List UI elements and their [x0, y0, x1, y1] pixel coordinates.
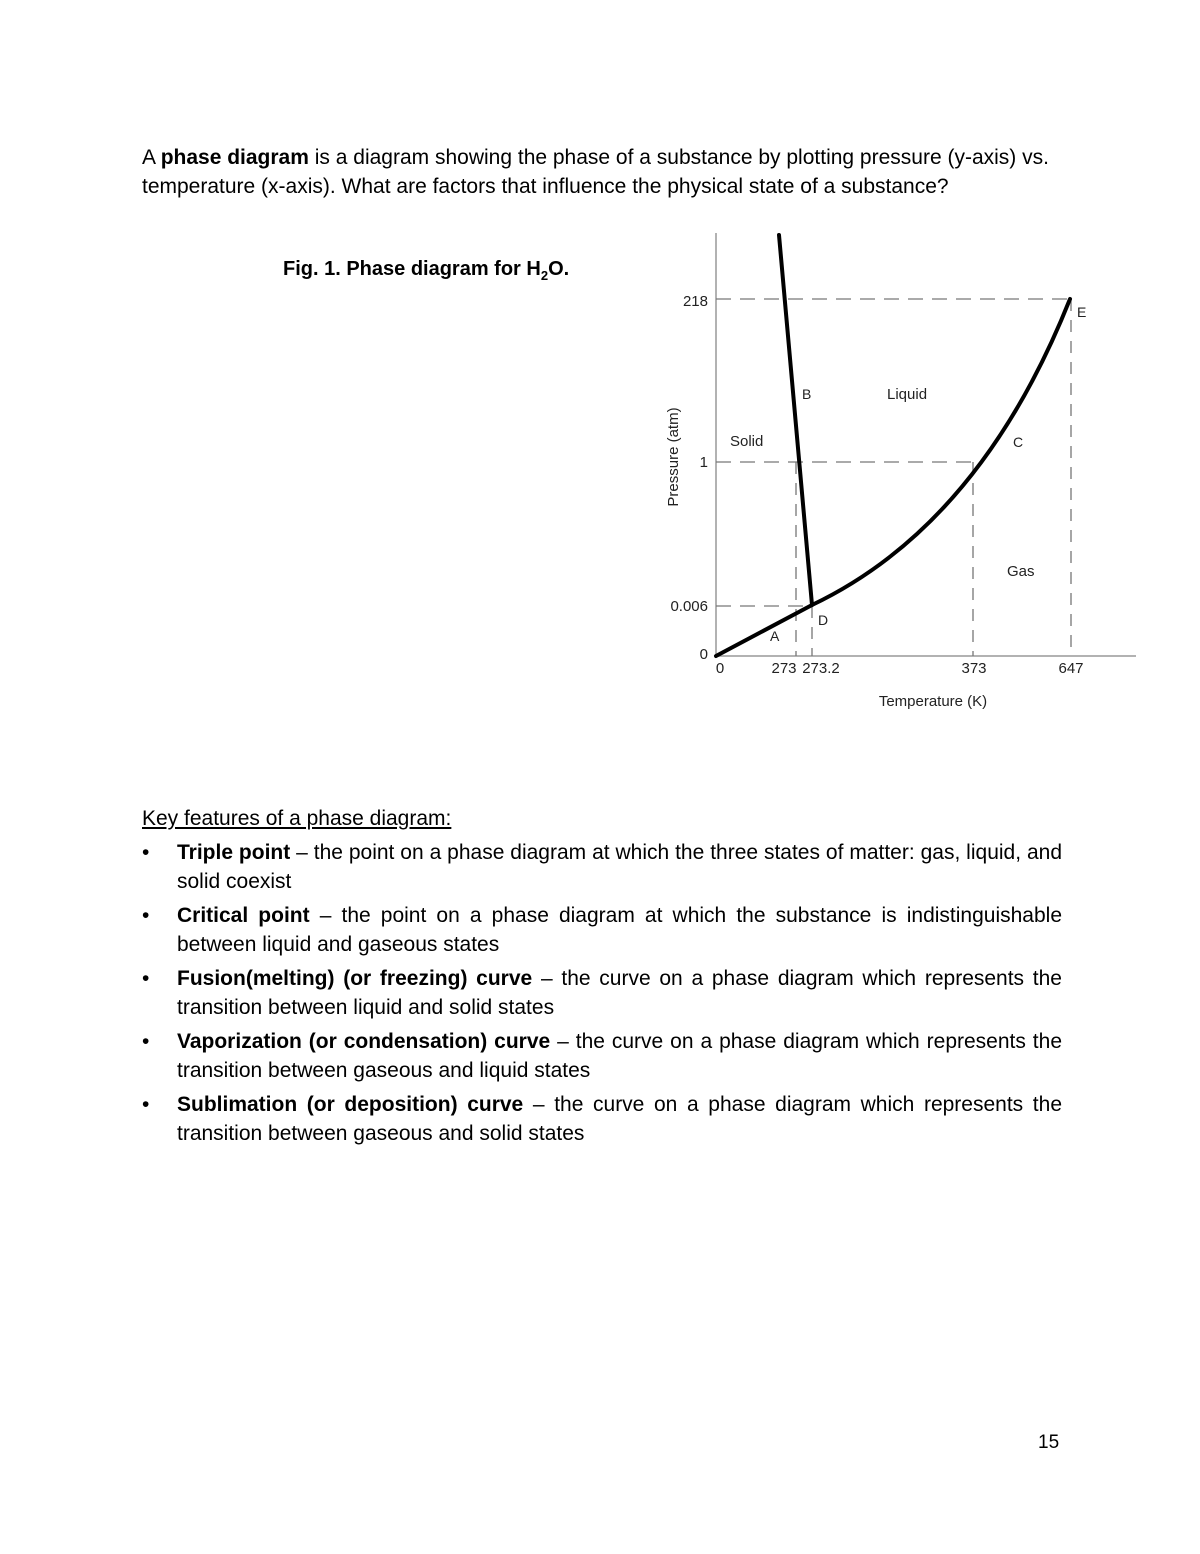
vaporization-curve	[812, 299, 1070, 605]
point-c: C	[1013, 434, 1024, 450]
intro-paragraph	[142, 143, 1102, 201]
feature-term: Vaporization (or condensation) curve	[177, 1030, 551, 1053]
figure-caption	[283, 258, 569, 283]
list-item	[142, 1028, 1062, 1085]
x-tick-373: 373	[961, 660, 987, 677]
x-tick-647: 647	[1058, 660, 1084, 677]
x-tick-273: 273	[771, 660, 797, 677]
x-axis-label: Temperature (K)	[878, 693, 988, 710]
intro-term: phase diagram	[160, 146, 309, 169]
list-item	[142, 839, 1062, 896]
caption-suffix: O.	[548, 258, 570, 280]
intro-prefix: A	[142, 146, 161, 169]
y-tick-1: 1	[699, 454, 708, 471]
feature-text: – the curve on a phase diagram which represents the transition between gaseous and solid states	[177, 1093, 1062, 1145]
y-tick-218: 218	[682, 293, 708, 310]
key-features-section	[142, 805, 1062, 1154]
y-tick-0-006: 0.006	[670, 598, 708, 615]
x-tick-0: 0	[715, 660, 725, 677]
feature-text: – the point on a phase diagram at which the three states of matter: gas, liquid, and solid coexist	[177, 841, 1063, 893]
region-liquid: Liquid	[887, 386, 928, 403]
bullet-icon: •	[142, 1030, 150, 1053]
y-tick-0: 0	[699, 646, 708, 663]
x-tick-273-2: 273.2	[802, 660, 840, 677]
features-list	[142, 839, 1062, 1148]
feature-term: Fusion(melting) (or freezing) curve	[177, 967, 533, 990]
bullet-icon: •	[142, 904, 150, 927]
feature-text: – the point on a phase diagram at which the substance is indistinguishable between liquid and gaseous states	[177, 904, 1062, 956]
bullet-icon: •	[142, 967, 150, 990]
list-item	[142, 965, 1062, 1022]
feature-term: Critical point	[177, 904, 310, 927]
feature-text: – the curve on a phase diagram which represents the transition between liquid and solid states	[177, 967, 1062, 1019]
region-gas: Gas	[1007, 563, 1035, 580]
point-a: A	[770, 628, 780, 644]
list-item	[142, 1091, 1062, 1148]
intro-text: is a diagram showing the phase of a substance by plotting pressure (y-axis) vs. temperature (x-axis). What are factors that influence the physical state of a substance?	[142, 146, 1049, 198]
region-solid: Solid	[730, 433, 764, 450]
caption-prefix: Fig. 1. Phase diagram for H	[283, 258, 541, 280]
feature-text: – the curve on a phase diagram which represents the transition between gaseous and liquid states	[177, 1030, 1063, 1082]
bullet-icon: •	[142, 841, 150, 864]
phase-diagram-chart	[640, 225, 1140, 720]
point-e: E	[1077, 304, 1087, 320]
feature-term: Sublimation (or deposition) curve	[177, 1093, 524, 1116]
y-axis-label: Pressure (atm)	[665, 407, 682, 507]
features-heading: Key features of a phase diagram:	[142, 807, 452, 830]
list-item	[142, 902, 1062, 959]
feature-term: Triple point	[177, 841, 291, 864]
bullet-icon: •	[142, 1093, 150, 1116]
caption-subscript: 2	[540, 268, 549, 283]
page-number: 15	[1038, 1432, 1060, 1453]
point-b: B	[802, 386, 812, 402]
sublimation-curve	[716, 605, 812, 656]
point-d: D	[818, 612, 829, 628]
